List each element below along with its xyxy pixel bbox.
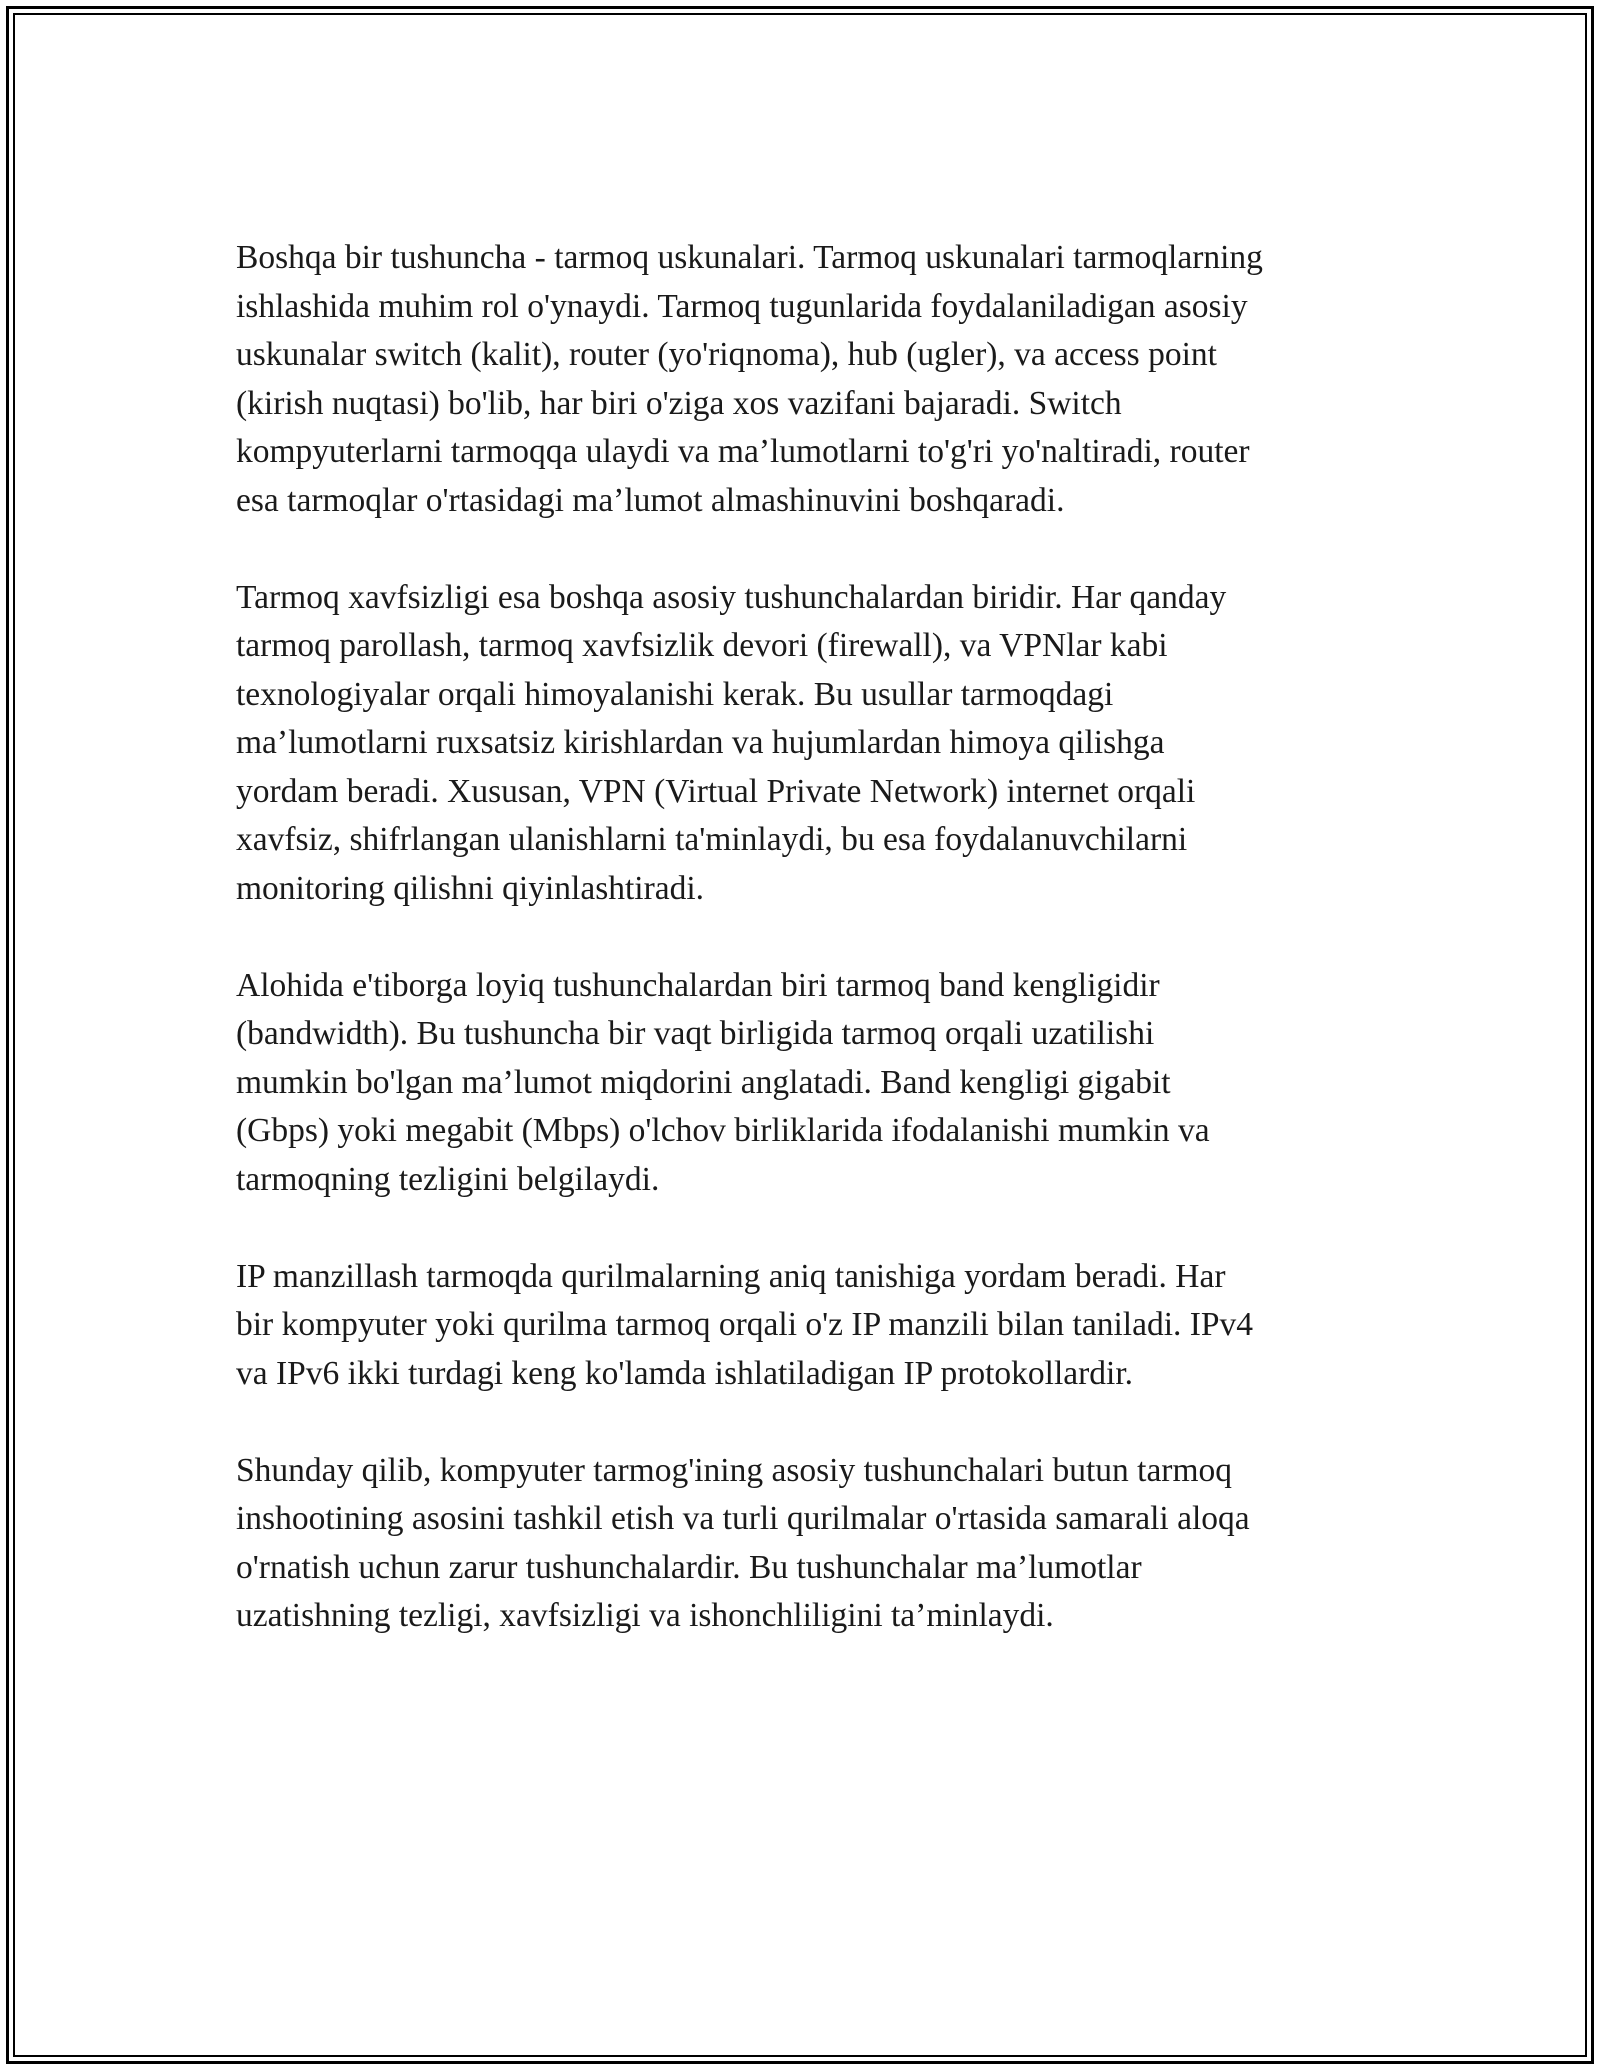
document-body [236, 234, 1366, 1689]
text-line: tarmoqning tezligini belgilaydi. [236, 1160, 660, 1198]
text-line: uzatishning tezligi, xavfsizligi va ishonchliligini ta’minlaydi. [236, 1597, 1054, 1634]
text-line: monitoring qilishni qiyinlashtiradi. [236, 869, 705, 907]
text-line: texnologiyalar orqali himoyalanishi kerak. Bu usullar tarmoqdagi [236, 675, 1114, 713]
text-line: ishlashida muhim rol o'ynaydi. Tarmoq tugunlarida foydalaniladigan asosiy [236, 287, 1248, 325]
text-line: yordam beradi. Xususan, VPN (Virtual Private Network) internet orqali [236, 772, 1196, 810]
text-line: IP manzillash tarmoqda qurilmalarning aniq tanishiga yordam beradi. Har [236, 1257, 1226, 1295]
text-line: Tarmoq xavfsizligi esa boshqa asosiy tushunchalardan biridir. Har qanday [236, 578, 1227, 616]
text-line: uskunalar switch (kalit), router (yo'riqnoma), hub (ugler), va access point [236, 336, 1217, 373]
paragraph-network-equipment [236, 234, 1366, 525]
text-line: tarmoq parollash, tarmoq xavfsizlik devori (firewall), va VPNlar kabi [236, 627, 1168, 664]
text-line: Shunday qilib, kompyuter tarmog'ining asosiy tushunchalari butun tarmoq [236, 1451, 1233, 1489]
paragraph-ip-addressing [236, 1253, 1366, 1399]
paragraph-network-security [236, 574, 1366, 914]
paragraph-conclusion [236, 1447, 1366, 1641]
text-line: (bandwidth). Bu tushuncha bir vaqt birligida tarmoq orqali uzatilishi [236, 1015, 1155, 1052]
text-line: kompyuterlarni tarmoqqa ulaydi va ma’lumotlarni to'g'ri yo'naltiradi, router [236, 433, 1250, 470]
text-line: inshootining asosini tashkil etish va turli qurilmalar o'rtasida samarali aloqa [236, 1500, 1250, 1537]
text-line: xavfsiz, shifrlangan ulanishlarni ta'minlaydi, bu esa foydalanuvchilarni [236, 821, 1188, 858]
paragraph-bandwidth [236, 962, 1366, 1205]
text-line: esa tarmoqlar o'rtasidagi ma’lumot almashinuvini boshqaradi. [236, 481, 1065, 519]
text-line: bir kompyuter yoki qurilma tarmoq orqali o'z IP manzili bilan taniladi. IPv4 [236, 1306, 1254, 1343]
text-line: mumkin bo'lgan ma’lumot miqdorini anglatadi. Band kengligi gigabit [236, 1063, 1171, 1101]
text-line: o'rnatish uchun zarur tushunchalardir. Bu tushunchalar ma’lumotlar [236, 1548, 1142, 1586]
text-line: ma’lumotlarni ruxsatsiz kirishlardan va hujumlardan himoya qilishga [236, 724, 1165, 761]
text-line: Alohida e'tiborga loyiq tushunchalardan biri tarmoq band kengligidir [236, 966, 1160, 1004]
text-line: (Gbps) yoki megabit (Mbps) o'lchov birliklarida ifodalanishi mumkin va [236, 1112, 1210, 1149]
text-line: (kirish nuqtasi) bo'lib, har biri o'ziga xos vazifani bajaradi. Switch [236, 384, 1122, 422]
text-line: va IPv6 ikki turdagi keng ko'lamda ishlatiladigan IP protokollardir. [236, 1354, 1134, 1392]
text-line: Boshqa bir tushuncha - tarmoq uskunalari. Tarmoq uskunalari tarmoqlarning [236, 239, 1263, 276]
